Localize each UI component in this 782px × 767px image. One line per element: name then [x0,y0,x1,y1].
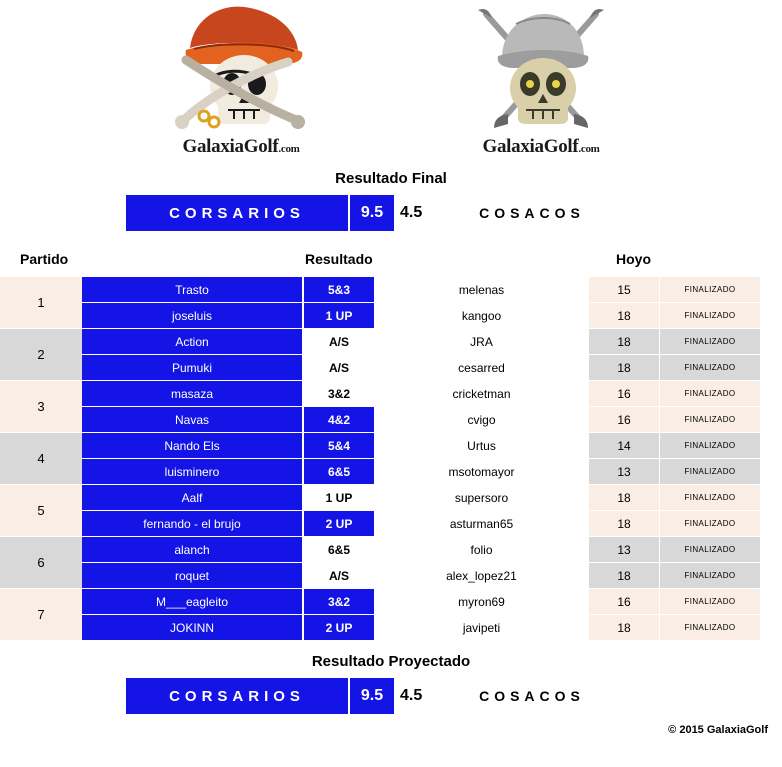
status-badge: FINALIZADO [660,329,760,354]
status-badge: FINALIZADO [660,537,760,562]
match-rows [82,485,782,536]
home-player-name[interactable]: Aalf [82,485,304,510]
table-row [82,537,782,563]
match-result: 4&2 [304,407,374,432]
projected-home-team: CORSARIOS [126,678,348,714]
hole-number: 13 [589,537,660,562]
status-badge: FINALIZADO [660,563,760,588]
home-player-name[interactable]: Trasto [82,277,304,302]
match-result: 6&5 [304,537,374,562]
away-player-name[interactable]: melenas [458,282,505,297]
match-number: 3 [0,381,82,432]
away-player-name[interactable]: cesarred [458,360,505,375]
hole-number: 18 [589,355,660,380]
final-away-points: 4.5 [400,204,423,221]
table-row [82,485,782,511]
away-player-name[interactable]: JRA [470,334,493,349]
match-rows [82,381,782,432]
final-home-points: 9.5 [348,195,394,231]
status-badge: FINALIZADO [660,277,760,302]
table-row [82,615,782,640]
home-player-name[interactable]: Nando Els [82,433,304,458]
home-player-name[interactable]: masaza [82,381,304,406]
status-badge: FINALIZADO [660,589,760,614]
hole-number: 16 [589,589,660,614]
home-player-name[interactable]: Navas [82,407,304,432]
table-row [82,511,782,536]
right-logo-text: GalaxiaGolf.com [482,136,600,157]
match-group [0,485,782,537]
away-player-name[interactable]: msotomayor [448,464,515,479]
home-player-name[interactable]: luisminero [82,459,304,484]
table-row [82,381,782,407]
projected-away-points: 4.5 [400,687,423,704]
hole-number: 13 [589,459,660,484]
match-rows [82,537,782,588]
home-player-name[interactable]: M___eagleito [82,589,304,614]
match-result: 1 UP [304,485,374,510]
logos-header [0,0,782,164]
hole-number: 18 [589,485,660,510]
match-result: 3&2 [304,589,374,614]
home-player-name[interactable]: JOKINN [82,615,304,640]
away-player-name[interactable]: cricketman [452,386,511,401]
away-player-name[interactable]: asturman65 [449,516,514,531]
hole-number: 18 [589,303,660,328]
projected-score-banner [126,678,656,714]
match-rows [82,277,782,328]
table-row [82,329,782,355]
table-row [82,355,782,380]
away-player-name[interactable]: myron69 [458,594,505,609]
table-row [82,459,782,484]
status-badge: FINALIZADO [660,407,760,432]
hole-number: 18 [589,563,660,588]
hole-number: 18 [589,329,660,354]
match-result: A/S [304,563,374,588]
pirate-skull-logo [151,4,331,164]
match-result: 3&2 [304,381,374,406]
away-player-name[interactable]: cvigo [467,412,496,427]
header-resultado: Resultado [305,251,373,267]
match-rows [82,329,782,380]
table-row [82,407,782,432]
match-result: 2 UP [304,615,374,640]
matches-table [0,277,782,641]
match-number: 4 [0,433,82,484]
hole-number: 15 [589,277,660,302]
match-number: 2 [0,329,82,380]
status-badge: FINALIZADO [660,485,760,510]
cosaco-skull-logo [451,4,631,164]
table-row [82,277,782,303]
projected-away-team: COSACOS [479,688,585,704]
final-score-banner [126,195,656,231]
match-rows [82,433,782,484]
home-player-name[interactable]: fernando - el brujo [82,511,304,536]
header-hoyo: Hoyo [616,251,651,267]
match-result: 5&3 [304,277,374,302]
home-player-name[interactable]: Pumuki [82,355,304,380]
left-logo-text: GalaxiaGolf.com [182,136,300,157]
final-away-team: COSACOS [479,205,585,221]
home-player-name[interactable]: Action [82,329,304,354]
away-player-name[interactable]: kangoo [461,308,502,323]
hole-number: 14 [589,433,660,458]
table-row [82,433,782,459]
match-number: 5 [0,485,82,536]
match-result: A/S [304,355,374,380]
final-home-team: CORSARIOS [126,195,348,231]
home-player-name[interactable]: roquet [82,563,304,588]
copyright-footer: © 2015 GalaxiaGolf [668,724,768,736]
away-player-name[interactable]: javipeti [462,620,501,635]
away-player-name[interactable]: alex_lopez21 [446,568,517,583]
match-result: 5&4 [304,433,374,458]
hole-number: 16 [589,381,660,406]
match-result: 6&5 [304,459,374,484]
hole-number: 18 [589,615,660,640]
projected-result-title: Resultado Proyectado [311,653,471,670]
hole-number: 16 [589,407,660,432]
table-row [82,303,782,328]
match-result: 1 UP [304,303,374,328]
match-group [0,329,782,381]
status-badge: FINALIZADO [660,433,760,458]
projected-home-points: 9.5 [348,678,394,714]
status-badge: FINALIZADO [660,381,760,406]
match-rows [82,589,782,640]
away-player-name[interactable]: folio [470,542,493,557]
status-badge: FINALIZADO [660,459,760,484]
match-result: A/S [304,329,374,354]
column-headers [0,247,782,277]
header-partido: Partido [20,251,69,267]
status-badge: FINALIZADO [660,355,760,380]
home-player-name[interactable]: alanch [82,537,304,562]
away-player-name[interactable]: Urtus [467,438,496,453]
status-badge: FINALIZADO [660,303,760,328]
match-group [0,381,782,433]
match-number: 6 [0,537,82,588]
match-number: 1 [0,277,82,328]
status-badge: FINALIZADO [660,615,760,640]
match-group [0,277,782,329]
match-result: 2 UP [304,511,374,536]
match-group [0,433,782,485]
hole-number: 18 [589,511,660,536]
home-player-name[interactable]: joseluis [82,303,304,328]
away-player-name[interactable]: supersoro [454,490,509,505]
match-group [0,589,782,641]
status-badge: FINALIZADO [660,511,760,536]
match-group [0,537,782,589]
match-number: 7 [0,589,82,640]
table-row [82,563,782,588]
table-row [82,589,782,615]
final-result-title: Resultado Final [335,170,447,187]
